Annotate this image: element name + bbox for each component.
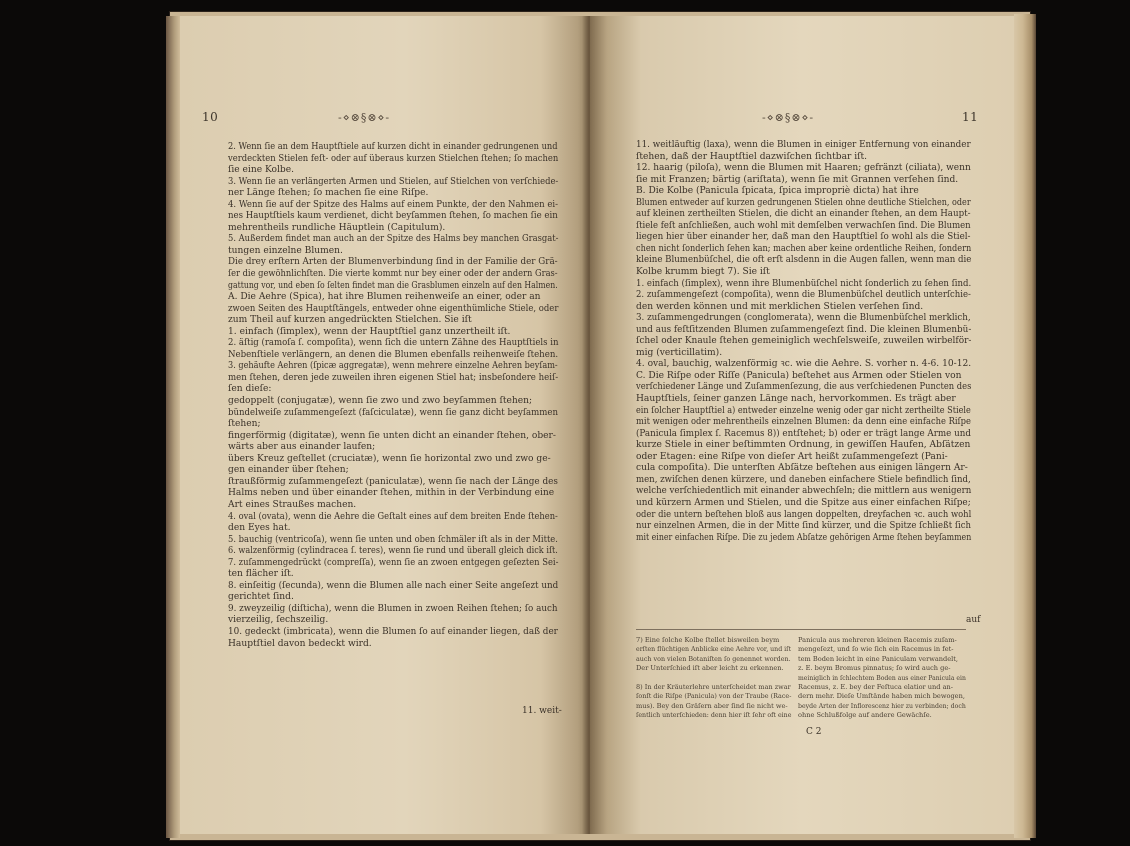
left-text-line: 9. zweyzeilig (diſticha), wenn die Blumen in zwoen Reihen ſtehen; ſo auch — [228, 603, 558, 614]
right-text-line: ſtehen, daß der Hauptſtiel dazwiſchen ſichtbar iſt. — [636, 151, 868, 162]
right-text-line: nur einzelnen Armen, die in der Mitte ſind kürzer, und die Spitze ſchließt ſich — [636, 521, 971, 532]
left-text-line: 6. walzenförmig (cylindracea ſ. teres), wenn ſie rund und überall gleich dick iſt. — [228, 546, 558, 557]
left-text-line: den Eyes hat. — [228, 523, 291, 534]
right-text-line: mit wenigen oder mehrentheils einzelnen Blumen: da denn eine einfache Riſpe — [636, 417, 971, 428]
right-text-line: chen nicht ſonderlich ſehen kan; machen aber keine ordentliche Reihen, ſondern — [636, 243, 972, 254]
footnote-col2-line: mengeſezt, und ſo wie ſich ein Racemus in fet- — [798, 645, 954, 654]
left-text-line: tungen einzelne Blumen. — [228, 245, 343, 256]
footnote-rule — [636, 629, 966, 630]
footnote-col2-line: meiniglich in ſchlechtem Boden aus einer Panicula ein — [798, 673, 966, 682]
left-text-line: ſie eine Kolbe. — [228, 165, 294, 176]
right-page-edges — [1014, 14, 1036, 838]
footnote-col2-line: dern mehr. Dieſe Umſtände haben mich bewogen, — [798, 692, 965, 701]
left-text-line: ſen dieſe: — [228, 384, 272, 395]
footnote-col2-line: tem Boden leicht in eine Paniculam verwandelt, — [798, 654, 959, 663]
left-text-line: verdeckten Stielen feſt- oder auf überaus kurzen Stielchen ſtehen; ſo machen — [228, 153, 559, 164]
footnote-col2-line: z. E. beym Bromus pinnatus; ſo wird auch ge- — [798, 664, 951, 673]
footnote-col1-line: auch von vielen Botaniſten ſo genennet worden. — [636, 654, 791, 663]
left-text-line: 4. Wenn ſie auf der Spitze des Halms auf einem Punkte, der den Nahmen ei- — [228, 199, 559, 210]
right-page-number: 11 — [962, 110, 979, 124]
left-header-ornament: -⋄⊗§⊗⋄- — [338, 111, 391, 124]
left-text-line: 3. Wenn ſie an verlängerten Armen und Stielen, auf Stielchen von verſchiede- — [228, 176, 559, 187]
footnote-col2-line: Panicula aus mehreren kleinen Racemis zuſam- — [798, 636, 957, 644]
footnote-col2-line: Racemus, z. E. bey der Feſtuca elatior und an- — [798, 682, 954, 691]
right-text-line: 4. oval, bauchig, walzenförmig ꝛc. wie die Aehre. S. vorher n. 4-6. 10-12. — [636, 359, 972, 370]
left-text-line: bündelweiſe zuſammengeſezt (faſciculatæ), wenn ſie ganz dicht beyſammen — [228, 407, 559, 418]
footnotes-column-1 — [636, 636, 800, 721]
left-text-line: 10. gedeckt (imbricata), wenn die Blumen ſo auf einander liegen, daß der — [228, 626, 558, 637]
right-text-line: und kürzern Armen und Stielen, und die Spitze aus einer einfachen Riſpe; — [636, 497, 971, 508]
right-page — [590, 16, 1014, 834]
left-catchword: 11. weit- — [522, 706, 562, 716]
left-text-line: 5. bauchig (ventricoſa), wenn ſie unten und oben ſchmäler iſt als in der Mitte. — [228, 534, 558, 545]
right-text-line: men, zwiſchen denen kürzere, und daneben einfachere Stiele befindlich ſind, — [636, 474, 971, 485]
right-text-line: 11. weitläuftig (laxa), wenn die Blumen in einiger Entfernung von einander — [636, 140, 971, 150]
right-text-line: (Panicula ſimplex ſ. Racemus 8)) entſtehet; b) oder er trägt lange Arme und — [636, 428, 971, 439]
left-text-line: A. Die Aehre (Spica), hat ihre Blumen reihenweiſe an einer, oder an — [228, 292, 541, 303]
left-text-line: gedoppelt (conjugatæ), wenn ſie zwo und zwo beyſammen ſtehen; — [228, 396, 533, 407]
left-text-line: vierzeilig, ſechszeilig. — [228, 615, 329, 626]
left-text-line: Art eines Straußes machen. — [228, 499, 357, 510]
signature-mark: C 2 — [806, 727, 822, 737]
footnote-col1-line: mus). Bey den Gräſern aber ſind ſie nicht we- — [636, 701, 788, 710]
left-text-line: 3. gehäufte Aehren (ſpicæ aggregatæ), wenn mehrere einzelne Aehren beyſam- — [228, 361, 558, 372]
left-text-line: ſer die gewöhnlichſten. Die vierte kommt nur bey einer oder der andern Gras- — [228, 269, 558, 280]
footnotes-column-2 — [798, 636, 980, 721]
right-text-line: ſtiele feſt anſchließen, auch wohl mit demſelben verwachſen ſind. Die Blumen — [636, 220, 971, 231]
left-text-line: 2. Wenn ſie an dem Hauptſtiele auf kurzen dicht in einander gedrungenen und — [228, 142, 558, 152]
right-text-line: ſchel oder Knaule ſtehen gemeiniglich wechſelsweiſe, zuweilen wirbelför- — [636, 336, 972, 347]
left-text-line: 2. äſtig (ramoſa ſ. compoſita), wenn ſich die untern Zähne des Hauptſtiels in — [228, 338, 559, 349]
right-text-line: welche verſchiedentlich mit einander abwechſeln; die mittlern aus wenigern — [636, 486, 972, 497]
left-text-line: ten flächer iſt. — [228, 569, 294, 580]
left-text-line: zum Theil auf kurzen angedrückten Stielchen. Sie iſt — [228, 315, 472, 326]
left-text-line: 5. Außerdem findet man auch an der Spitze des Halms bey manchen Grasgat- — [228, 234, 559, 245]
footnote-col2-line: ohne Schlußfolge auf andere Gewächſe. — [798, 711, 932, 720]
right-text-line: C. Die Riſpe oder Riſſe (Panicula) beſtehet aus Armen oder Stielen von — [636, 370, 962, 381]
left-text-line: fingerförmig (digitatæ), wenn ſie unten dicht an einander ſtehen, ober- — [228, 430, 556, 441]
left-page — [180, 16, 590, 834]
right-text-line: Blumen entweder auf kurzen gedrungenen Stielen ohne deutliche Stielchen, oder — [636, 197, 971, 208]
right-text-line: oder die untern beſtehen bloß aus langen doppelten, dreyfachen ꝛc. auch wohl — [636, 509, 972, 520]
left-text-line: gattung vor, und eben ſo ſelten findet man die Grasblumen einzeln auf den Halmen. — [228, 280, 558, 291]
footnote-col1-line: 7) Eine ſolche Kolbe ſtellet bisweilen beym — [636, 636, 780, 644]
footnote-col1-line: 8) In der Kräuterlehre unterſcheidet man zwar — [636, 682, 791, 691]
left-text-line: 1. einfach (ſimplex), wenn der Hauptſtiel ganz unzertheilt iſt. — [228, 326, 511, 337]
footnote-col1-line: erſten flüchtigen Anblicke eine Aehre vor, und iſt — [636, 645, 791, 654]
right-header-ornament: -⋄⊗§⊗⋄- — [762, 111, 815, 124]
right-text-line: ein ſolcher Hauptſtiel a) entweder einzelne wenig oder gar nicht zertheilte Stiele — [636, 405, 971, 416]
left-text-line: Nebenſtiele verlängern, an denen die Blumen ebenfalls reihenweiſe ſtehen. — [228, 349, 559, 360]
right-text-line: kleine Blumenbüſchel, die oft erſt alsdenn in die Augen fallen, wenn man die — [636, 255, 972, 266]
left-text-line: Hauptſtiel davon bedeckt wird. — [228, 638, 372, 649]
footnote-col1-line: Der Unterſchied iſt aber leicht zu erkennen. — [636, 664, 784, 673]
right-text-line: und aus feſtſitzenden Blumen zuſammengeſezt ſind. Die kleinen Blumenbü- — [636, 324, 972, 335]
right-text-line: 3. zuſammengedrungen (conglomerata), wenn die Blumenbüſchel merklich, — [636, 313, 971, 324]
left-page-edges — [166, 16, 180, 838]
left-text-line: 7. zuſammengedrückt (compreſſa), wenn ſie an zwoen entgegen geſezten Sei- — [228, 557, 559, 568]
left-text-line: zwoen Seiten des Hauptſtängels, entweder ohne eigenthümliche Stiele, oder — [228, 303, 559, 314]
left-text-line: mehrentheils rundliche Häuptlein (Capitulum). — [228, 222, 446, 233]
right-text-line: 1. einfach (ſimplex), wenn ihre Blumenbüſchel nicht ſonderlich zu ſehen ſind. — [636, 278, 972, 289]
left-page-number: 10 — [202, 110, 219, 124]
left-text-line: ſtraußförmig zuſammengeſezt (paniculatæ), wenn ſie nach der Länge des — [228, 476, 558, 487]
left-body-text — [228, 142, 590, 650]
right-text-line: auf kleinen zertheilten Stielen, die dicht an einander ſtehen, an dem Haupt- — [636, 209, 971, 220]
right-text-line: kurze Stiele in einer beſtimmten Ordnung, in gewiſſen Haufen, Abſätzen — [636, 440, 971, 451]
left-text-line: gen einander über ſtehen; — [228, 465, 349, 476]
right-text-line: mit einer einfachen Riſpe. Die zu jedem Abſatze gehörigen Arme ſtehen beyſammen — [636, 532, 972, 543]
left-text-line: 8. einſeitig (ſecunda), wenn die Blumen alle nach einer Seite angeſezt und — [228, 580, 559, 591]
footnote-col1-line: ſentlich unterſchieden: denn hier iſt ſehr oft eine — [636, 711, 792, 720]
left-text-line: ner Länge ſtehen; ſo machen ſie eine Riſpe. — [228, 188, 429, 199]
left-text-line: nes Hauptſtiels kaum verdienet, dicht beyſammen ſtehen, ſo machen ſie ein — [228, 211, 558, 222]
left-text-line: men ſtehen, deren jede zuweilen ihren eigenen Stiel hat; insbeſondere heiſ- — [228, 372, 559, 383]
right-text-line: den werden können und mit merklichen Stielen verſehen ſind. — [636, 301, 924, 312]
footnote-col1-line: ſonſt die Riſpe (Panicula) von der Traube (Race- — [636, 692, 792, 701]
left-text-line: ſtehen; — [228, 419, 261, 430]
left-text-line: 4. oval (ovata), wenn die Aehre die Geſtalt eines auf dem breiten Ende ſtehen- — [228, 511, 558, 522]
right-text-line: cula compoſita). Die unterſten Abſätze beſtehen aus einigen längern Ar- — [636, 463, 968, 474]
footnote-col2-line: beyde Arten der Inflorescenz hier zu verbinden; doch — [798, 701, 966, 710]
right-text-line: B. Die Kolbe (Panicula ſpicata, ſpica impropriè dicta) hat ihre — [636, 186, 919, 197]
left-text-line: übers Kreuz geſtellet (cruciatæ), wenn ſie horizontal zwo und zwo ge- — [228, 453, 551, 464]
right-text-line: Kolbe krumm biegt 7). Sie iſt — [636, 267, 770, 278]
right-text-line: 12. haarig (piloſa), wenn die Blumen mit Haaren; gefränzt (ciliata), wenn — [636, 163, 971, 174]
right-text-line: verſchiedener Länge und Zuſammenſezung, die aus verſchiedenen Puncten des — [636, 382, 972, 393]
right-text-line: oder Etagen: eine Riſpe von dieſer Art heißt zuſammengeſezt (Pani- — [636, 451, 948, 462]
right-text-line: 2. zuſammengeſezt (compoſita), wenn die Blumenbüſchel deutlich unterſchie- — [636, 290, 971, 301]
left-text-line: gerichtet ſind. — [228, 592, 294, 603]
left-text-line: Die drey erſtern Arten der Blumenverbindung ſind in der Familie der Grä- — [228, 257, 558, 268]
right-text-line: ſie mit Franzen; bärtig (ariſtata), wenn ſie mit Grannen verſehen ſind. — [636, 174, 959, 185]
right-text-line: liegen hier über einander her, daß man den Hauptſtiel ſo wohl als die Stiel- — [636, 232, 971, 243]
right-catchword: auf — [966, 615, 981, 625]
left-text-line: wärts aber aus einander laufen; — [228, 442, 376, 453]
right-body-text — [636, 140, 1014, 544]
left-text-line: Halms neben und über einander ſtehen, mithin in der Verbindung eine — [228, 488, 555, 499]
right-text-line: Hauptſtiels, ſeiner ganzen Länge nach, hervorkommen. Es trägt aber — [636, 394, 956, 405]
right-text-line: mig (verticillatim). — [636, 347, 723, 358]
